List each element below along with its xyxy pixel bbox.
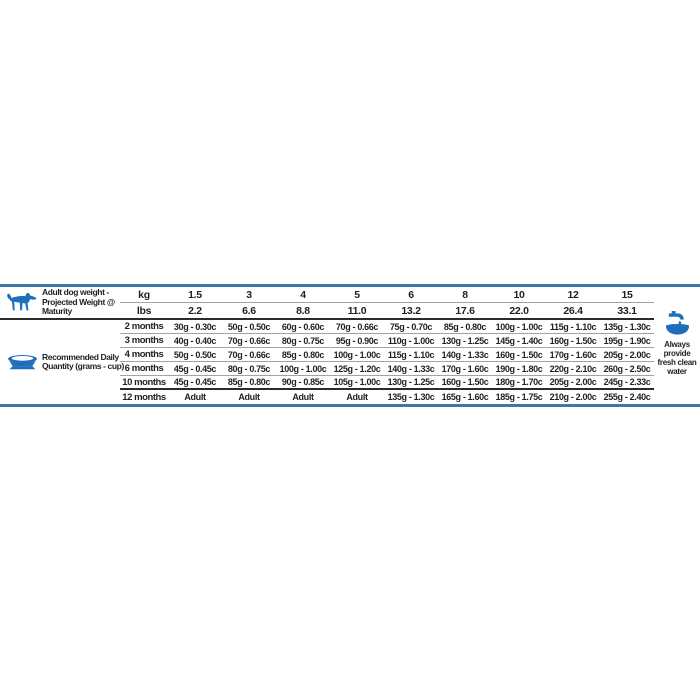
lbs-value: 13.2 xyxy=(401,304,421,317)
feeding-value: 195g - 1.90c xyxy=(603,335,651,346)
water-note-line: provide xyxy=(663,349,691,358)
lbs-value: 17.6 xyxy=(455,304,475,317)
feeding-value: 160g - 1.50c xyxy=(549,335,597,346)
adult-weight-label xyxy=(42,288,115,317)
feeding-row-10-months xyxy=(120,376,654,390)
lbs-unit-label: lbs xyxy=(136,304,152,317)
feeding-value: 95g - 0.90c xyxy=(335,335,379,346)
feeding-value: 115g - 1.10c xyxy=(549,321,597,332)
feeding-value: 100g - 1.00c xyxy=(279,363,327,374)
age-label: 3 months xyxy=(124,335,164,346)
kg-value: 8 xyxy=(462,288,468,301)
adult-weight-label-line: Maturity xyxy=(42,306,72,317)
feeding-value: 50g - 0.50c xyxy=(227,321,271,332)
feeding-value: 110g - 1.00c xyxy=(387,335,435,346)
daily-quantity-label-cell xyxy=(0,320,124,404)
kg-value: 6 xyxy=(408,288,414,301)
feeding-value: 45g - 0.45c xyxy=(173,377,217,387)
kg-value: 5 xyxy=(354,288,360,301)
feeding-value: 90g - 0.85c xyxy=(281,377,325,387)
feeding-value: 100g - 1.00c xyxy=(333,349,381,360)
feeding-value: 170g - 1.60c xyxy=(549,349,597,360)
feeding-value: 165g - 1.60c xyxy=(441,392,489,402)
adult-weight-label-cell xyxy=(0,287,120,320)
daily-quantity-label-line: Quantity (grams - cup) xyxy=(42,361,124,371)
feeding-value: 105g - 1.00c xyxy=(333,377,381,387)
feeding-value: 135g - 1.30c xyxy=(387,392,435,402)
food-bowl-icon xyxy=(5,354,39,371)
feeding-value: 85g - 0.80c xyxy=(281,349,325,360)
feeding-value: 160g - 1.50c xyxy=(441,377,489,387)
feeding-value: Adult xyxy=(292,392,314,402)
dog-icon xyxy=(5,292,39,314)
daily-quantity-label-line: Recommended Daily xyxy=(42,351,119,362)
weight-kg-row xyxy=(120,287,654,303)
feeding-value: 70g - 0.66c xyxy=(335,321,379,332)
lbs-value: 2.2 xyxy=(188,304,202,317)
weight-lbs-row xyxy=(120,303,654,320)
feeding-value: 60g - 0.60c xyxy=(281,321,325,332)
feeding-value: 205g - 2.00c xyxy=(603,349,651,360)
lbs-value: 22.0 xyxy=(509,304,529,317)
adult-weight-label-line: Adult dog weight - xyxy=(42,287,109,298)
feeding-table xyxy=(0,284,700,407)
feeding-row-2-months xyxy=(120,320,654,334)
kg-value: 10 xyxy=(513,288,525,301)
kg-value: 12 xyxy=(567,288,579,301)
feeding-table-grid xyxy=(0,287,700,404)
faucet-bowl-icon xyxy=(665,311,690,337)
kg-value: 15 xyxy=(621,288,633,301)
feeding-value: 145g - 1.40c xyxy=(495,335,543,346)
adult-weight-label-line: Projected Weight @ xyxy=(42,296,115,307)
feeding-row-3-months xyxy=(120,334,654,348)
age-label: 12 months xyxy=(122,391,166,403)
kg-value: 4 xyxy=(300,288,306,301)
lbs-value: 26.4 xyxy=(563,304,583,317)
feeding-value: 100g - 1.00c xyxy=(495,321,543,332)
feeding-value: Adult xyxy=(346,392,368,402)
feeding-value: 160g - 1.50c xyxy=(495,349,543,360)
lbs-value: 6.6 xyxy=(242,304,256,317)
feeding-value: 180g - 1.70c xyxy=(495,377,543,387)
lbs-value: 8.8 xyxy=(296,304,310,317)
feeding-value: 75g - 0.70c xyxy=(389,321,433,332)
feeding-value: 140g - 1.33c xyxy=(387,363,435,374)
feeding-value: 40g - 0.40c xyxy=(173,335,217,346)
feeding-value: 190g - 1.80c xyxy=(495,363,543,374)
water-note-cell xyxy=(654,287,700,404)
feeding-value: 85g - 0.80c xyxy=(227,377,271,387)
age-label: 6 months xyxy=(124,363,164,374)
feeding-value: 130g - 1.25c xyxy=(387,377,435,387)
feeding-value: 185g - 1.75c xyxy=(495,392,543,402)
feeding-value: 45g - 0.45c xyxy=(173,363,217,374)
feeding-value: 260g - 2.50c xyxy=(603,363,651,374)
row-label-column xyxy=(0,287,124,404)
table-bottom-border xyxy=(0,404,700,407)
feeding-value: 80g - 0.75c xyxy=(227,363,271,374)
age-label: 10 months xyxy=(122,376,166,388)
feeding-value: 125g - 1.20c xyxy=(333,363,381,374)
feeding-value: 140g - 1.33c xyxy=(441,349,489,360)
water-note-text xyxy=(658,340,697,376)
age-label: 2 months xyxy=(124,321,164,332)
lbs-value: 11.0 xyxy=(347,304,367,317)
kg-value: 3 xyxy=(246,288,252,301)
feeding-value: 70g - 0.66c xyxy=(227,335,271,346)
feeding-value: 245g - 2.33c xyxy=(603,377,651,387)
lbs-value: 33.1 xyxy=(617,304,637,317)
age-label: 4 months xyxy=(124,349,164,360)
feeding-value: 130g - 1.25c xyxy=(441,335,489,346)
water-note-line: Always xyxy=(664,340,690,349)
feeding-row-12-months xyxy=(120,390,654,404)
feeding-value: 30g - 0.30c xyxy=(173,321,217,332)
feeding-value: 220g - 2.10c xyxy=(549,363,597,374)
feeding-value: 85g - 0.80c xyxy=(443,321,487,332)
feeding-value: Adult xyxy=(238,392,260,402)
daily-quantity-label xyxy=(42,353,124,372)
feeding-value: 50g - 0.50c xyxy=(173,349,217,360)
feeding-value: 115g - 1.10c xyxy=(387,349,435,360)
feeding-value: 80g - 0.75c xyxy=(281,335,325,346)
feeding-value: 210g - 2.00c xyxy=(549,392,597,402)
feeding-value: 255g - 2.40c xyxy=(603,392,651,402)
feeding-value: 205g - 2.00c xyxy=(549,377,597,387)
feeding-value: 135g - 1.30c xyxy=(603,321,651,332)
water-note-line: fresh clean xyxy=(657,358,697,367)
feeding-value: 70g - 0.66c xyxy=(227,349,271,360)
table-body-column xyxy=(120,287,654,404)
kg-value: 1.5 xyxy=(188,288,202,301)
feeding-row-4-months xyxy=(120,348,654,362)
feeding-value: 170g - 1.60c xyxy=(441,363,489,374)
kg-unit-label: kg xyxy=(138,288,150,301)
feeding-value: Adult xyxy=(184,392,206,402)
water-note-line: water xyxy=(667,367,687,376)
feeding-row-6-months xyxy=(120,362,654,376)
